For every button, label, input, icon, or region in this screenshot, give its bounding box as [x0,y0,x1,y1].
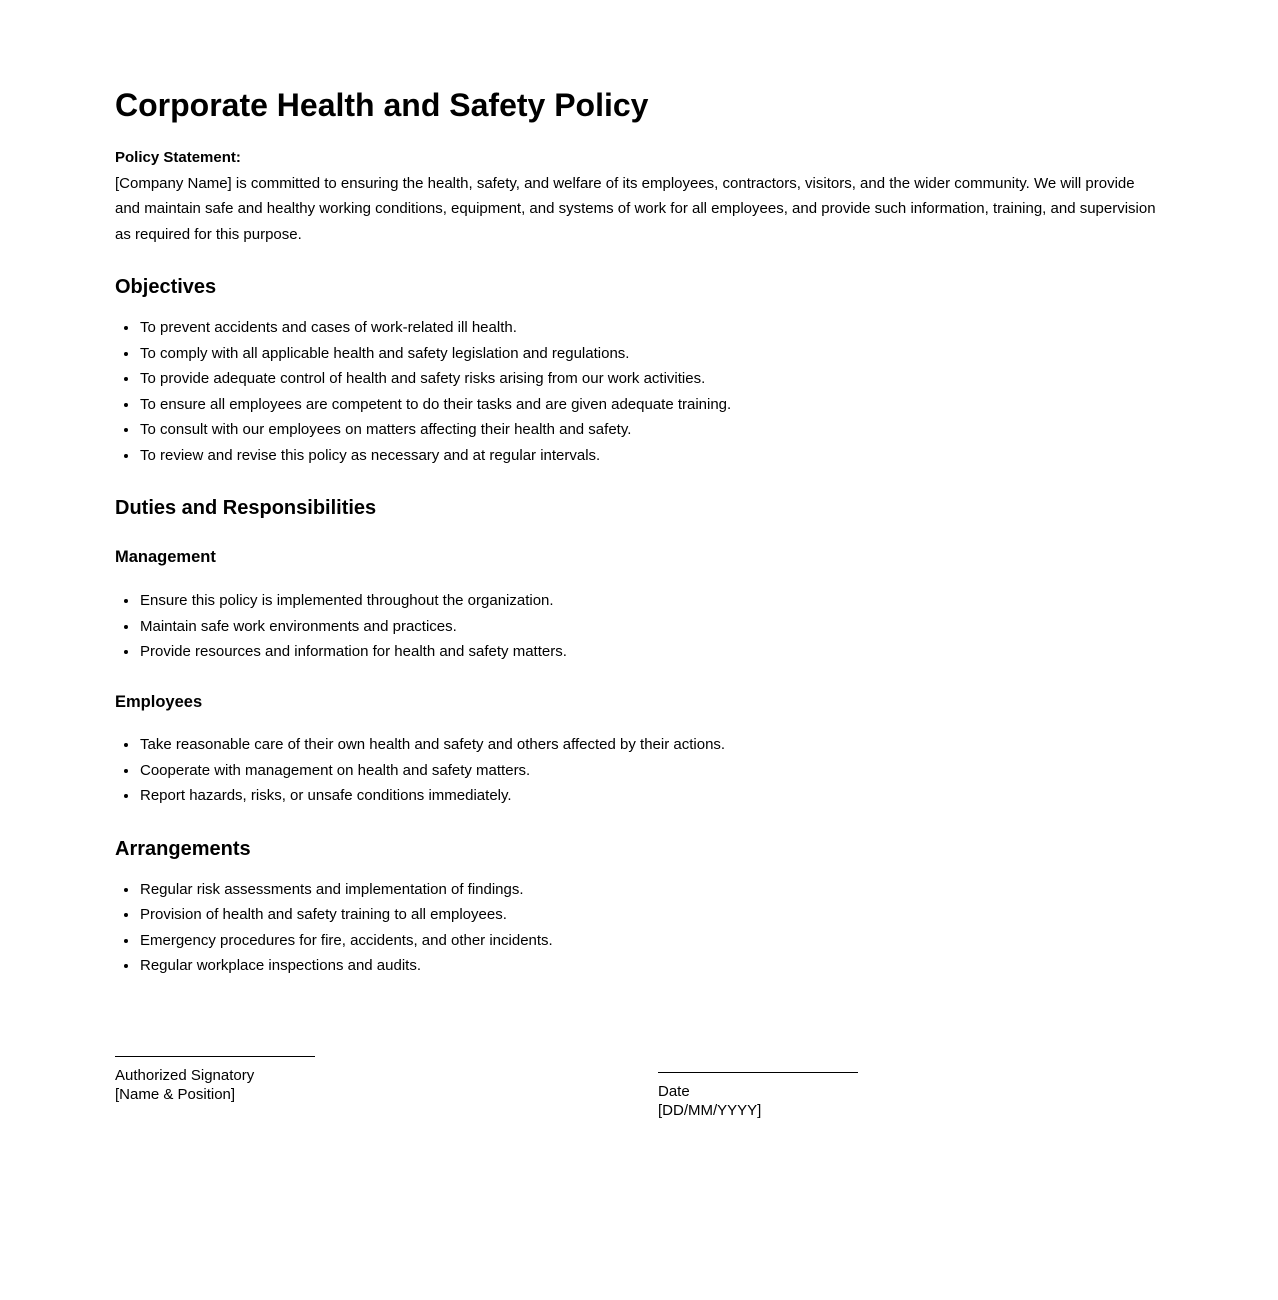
date-block [658,1072,858,1121]
policy-statement-body: [Company Name] is committed to ensuring the health, safety, and welfare of its employees, contractors, visitors, and the wider community. We will provide and maintain safe and healthy working conditions, equipment, and systems of work for all employees, and provide such information, training, and supervision as required for this purpose. [115,174,1156,243]
section-heading-objectives: Objectives [115,276,217,299]
bullet-item: • To ensure all employees are competent to do their tasks and are given adequate training. [139,392,1163,418]
bullet-item: • Provision of health and safety training to all employees. [139,902,1163,928]
authorized-signatory-label: Authorized Signatory [115,1066,255,1084]
authorized-signatory-name-placeholder: [Name & Position] [115,1085,236,1103]
policy-statement-label: Policy Statement: [115,149,241,167]
objectives-list [115,315,1163,468]
bullet-item: • To review and revise this policy as necessary and at regular intervals. [139,443,1163,469]
section-heading-duties-and-responsibilities: Duties and Responsibilities [115,497,377,520]
bullet-item: • Ensure this policy is implemented throughout the organization. [139,588,1163,614]
date-line [658,1072,858,1073]
signature-block [115,1056,1163,1121]
sub-heading-management: Management [115,548,216,567]
bullet-item: • Regular workplace inspections and audits. [139,953,1163,979]
bullet-item: • Take reasonable care of their own health and safety and others affected by their actions. [139,732,1163,758]
date-placeholder: [DD/MM/YYYY] [658,1101,762,1119]
bullet-item: • To consult with our employees on matters affecting their health and safety. [139,417,1163,443]
bullet-item: • Report hazards, risks, or unsafe conditions immediately. [139,783,1163,809]
section-heading-arrangements: Arrangements [115,837,251,860]
document-title: Corporate Health and Safety Policy [115,87,649,123]
employees-list [115,732,1163,809]
bullet-item: • To comply with all applicable health and safety legislation and regulations. [139,341,1163,367]
authorized-signatory-block [115,1056,315,1105]
bullet-item: • To prevent accidents and cases of work-related ill health. [139,315,1163,341]
bullet-item: • Maintain safe work environments and practices. [139,614,1163,640]
sub-heading-employees: Employees [115,692,203,711]
signature-line [115,1056,315,1057]
bullet-item: • To provide adequate control of health and safety risks arising from our work activities. [139,366,1163,392]
bullet-item: • Cooperate with management on health and safety matters. [139,758,1163,784]
arrangements-list [115,877,1163,979]
bullet-item: • Regular risk assessments and implementation of findings. [139,877,1163,903]
management-list [115,588,1163,665]
date-label: Date [658,1082,690,1100]
bullet-item: • Provide resources and information for health and safety matters. [139,639,1163,665]
bullet-item: • Emergency procedures for fire, accidents, and other incidents. [139,928,1163,954]
